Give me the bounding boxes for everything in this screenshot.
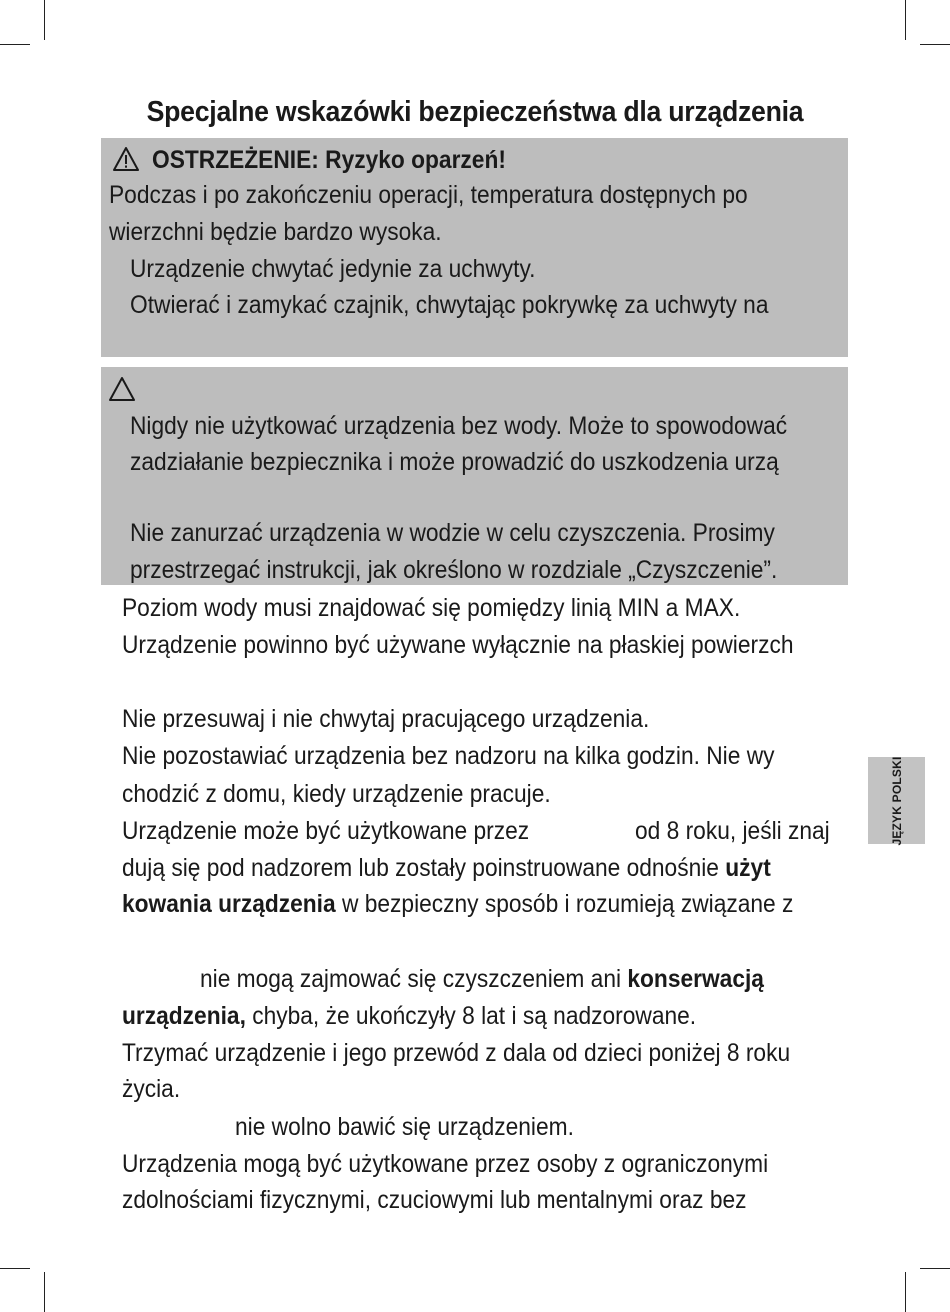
crop-mark	[920, 1268, 950, 1269]
safety-item: Trzymać urządzenie i jego przewód z dala od dzieci poniżej 8 roku	[122, 1039, 791, 1067]
warning-text: wierzchni będzie bardzo wysoka.	[109, 218, 442, 246]
warning-triangle-icon	[108, 376, 136, 402]
safety-item: nie wolno bawić się urządzeniem.	[235, 1113, 574, 1141]
safety-item	[122, 889, 793, 919]
safety-item: chodzić z domu, kiedy urządzenie pracuje.	[122, 780, 551, 808]
safety-text: w bezpieczny sposób i rozumieją związane z	[335, 890, 794, 918]
warning-text: Podczas i po zakończeniu operacji, temperatura dostępnych po	[109, 181, 748, 209]
caution-text: Nigdy nie użytkować urządzenia bez wody. Może to spowodować	[130, 412, 788, 440]
safety-item: Nie pozostawiać urządzenia bez nadzoru na kilka godzin. Nie wy	[122, 742, 775, 770]
safety-item	[200, 964, 764, 994]
safety-item: Nie przesuwaj i nie chwytaj pracującego urządzenia.	[122, 705, 650, 733]
caution-text: zadziałanie bezpiecznika i może prowadzić do uszkodzenia urzą	[130, 448, 779, 476]
safety-item	[122, 1001, 696, 1031]
warning-title: OSTRZEŻENIE: Ryzyko oparzeń!	[152, 146, 506, 174]
crop-mark	[44, 1272, 45, 1312]
safety-text-bold: urządzenia,	[122, 1002, 246, 1030]
safety-item: zdolnościami fizycznymi, czuciowymi lub mentalnymi oraz bez	[122, 1186, 747, 1214]
safety-item	[122, 853, 771, 883]
page-title: Specjalne wskazówki bezpieczeństwa dla urządzenia	[146, 96, 804, 128]
crop-mark	[905, 1272, 906, 1312]
caution-text: przestrzegać instrukcji, jak określono w rozdziale „Czyszczenie”.	[130, 556, 778, 584]
crop-mark	[44, 0, 45, 40]
safety-item: Urządzenie może być użytkowane przez	[122, 817, 530, 845]
safety-item: Urządzenia mogą być użytkowane przez osoby z ograniczonymi	[122, 1150, 769, 1178]
safety-text: chyba, że ukończyły 8 lat i są nadzorowane.	[245, 1002, 697, 1030]
safety-item: życia.	[122, 1075, 181, 1103]
safety-text-bold: użyt	[725, 854, 771, 882]
warning-triangle-icon	[112, 146, 140, 172]
warning-bullet: Otwierać i zamykać czajnik, chwytając pokrywkę za uchwyty na	[130, 291, 769, 319]
language-side-tab	[868, 757, 925, 844]
language-label: JĘZYK POLSKI	[889, 755, 904, 846]
safety-item: Poziom wody musi znajdować się pomiędzy linią MIN a MAX.	[122, 594, 741, 622]
safety-item: Urządzenie powinno być używane wyłącznie na płaskiej powierzch	[122, 631, 794, 659]
crop-mark	[920, 44, 950, 45]
crop-mark	[0, 1268, 30, 1269]
warning-bullet: Urządzenie chwytać jedynie za uchwyty.	[130, 255, 536, 283]
safety-text: dują się pod nadzorem lub zostały poinstruowane odnośnie	[122, 854, 726, 882]
safety-text-bold: kowania urządzenia	[122, 890, 336, 918]
safety-item: od 8 roku, jeśli znaj	[635, 817, 830, 845]
safety-text-bold: konserwacją	[627, 965, 764, 993]
caution-text: Nie zanurzać urządzenia w wodzie w celu czyszczenia. Prosimy	[130, 519, 775, 547]
crop-mark	[0, 44, 30, 45]
safety-text: nie mogą zajmować się czyszczeniem ani	[200, 965, 628, 993]
crop-mark	[905, 0, 906, 40]
